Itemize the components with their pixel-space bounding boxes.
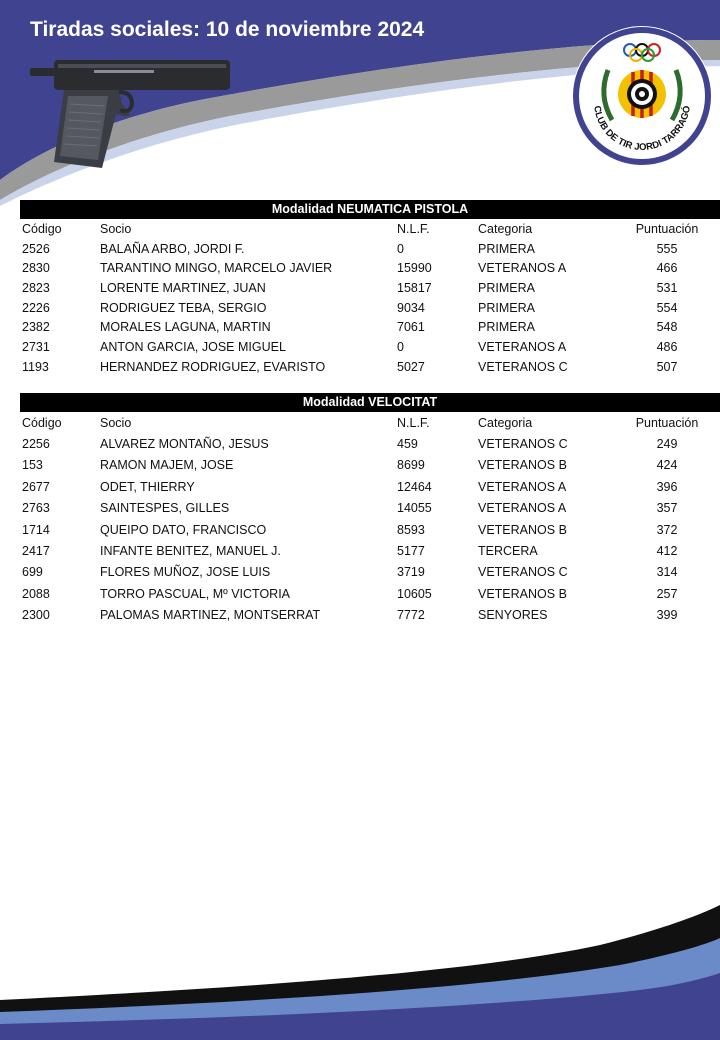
cell-score: 257 <box>656 586 678 601</box>
cell-member: FLORES MUÑOZ, JOSE LUIS <box>100 565 271 580</box>
cell-member: TORRO PASCUAL, Mº VICTORIA <box>100 586 291 601</box>
cell-category: PRIMERA <box>478 280 535 295</box>
results-table <box>20 219 720 377</box>
column-header-code: Código <box>22 415 62 430</box>
column-header-category: Categoria <box>478 221 533 236</box>
cell-nlf: 8593 <box>397 522 425 537</box>
cell-score: 396 <box>656 479 678 494</box>
club-logo-icon <box>570 24 714 168</box>
cell-member: BALAÑA ARBO, JORDI F. <box>100 241 245 256</box>
cell-nlf: 459 <box>397 437 418 452</box>
cell-code: 2300 <box>22 608 50 623</box>
cell-code: 2731 <box>22 339 50 354</box>
cell-score: 399 <box>656 608 678 623</box>
cell-category: SENYORES <box>478 608 548 623</box>
cell-nlf: 5177 <box>397 544 425 559</box>
cell-category: VETERANOS A <box>478 479 567 494</box>
table-row <box>20 278 720 298</box>
table-row <box>20 298 720 318</box>
cell-score: 466 <box>656 261 678 276</box>
cell-nlf: 8699 <box>397 458 425 473</box>
cell-category: VETERANOS C <box>478 359 568 374</box>
cell-code: 2256 <box>22 437 50 452</box>
cell-member: HERNANDEZ RODRIGUEZ, EVARISTO <box>100 359 326 374</box>
column-header-code: Código <box>22 221 62 236</box>
pistol-icon <box>24 56 234 176</box>
cell-score: 507 <box>656 359 678 374</box>
cell-member: QUEIPO DATO, FRANCISCO <box>100 522 267 537</box>
cell-member: ALVAREZ MONTAÑO, JESUS <box>100 437 269 452</box>
cell-category: VETERANOS B <box>478 522 567 537</box>
cell-nlf: 7061 <box>397 320 425 335</box>
cell-category: VETERANOS A <box>478 501 567 516</box>
cell-score: 424 <box>656 458 678 473</box>
cell-nlf: 7772 <box>397 608 425 623</box>
cell-member: RODRIGUEZ TEBA, SERGIO <box>100 300 267 315</box>
cell-nlf: 0 <box>397 339 404 354</box>
table-header <box>20 412 720 433</box>
results-table <box>20 412 720 626</box>
table-row <box>20 433 720 454</box>
column-header-member: Socio <box>100 221 132 236</box>
section-title: Modalidad NEUMATICA PISTOLA <box>20 200 720 219</box>
cell-category: VETERANOS C <box>478 437 568 452</box>
table-body <box>20 433 720 626</box>
table-row <box>20 337 720 357</box>
cell-nlf: 15817 <box>397 280 432 295</box>
cell-code: 2677 <box>22 479 50 494</box>
cell-member: TARANTINO MINGO, MARCELO JAVIER <box>100 261 333 276</box>
cell-code: 2088 <box>22 586 50 601</box>
table-row <box>20 498 720 519</box>
table-body <box>20 239 720 377</box>
cell-nlf: 15990 <box>397 261 432 276</box>
table-header <box>20 219 720 239</box>
cell-member: SAINTESPES, GILLES <box>100 501 230 516</box>
column-header-score: Puntuación <box>635 415 699 430</box>
column-header-nlf: N.L.F. <box>397 415 430 430</box>
cell-nlf: 12464 <box>397 479 432 494</box>
cell-score: 554 <box>656 300 678 315</box>
cell-member: INFANTE BENITEZ, MANUEL J. <box>100 544 281 559</box>
cell-score: 249 <box>656 437 678 452</box>
cell-nlf: 14055 <box>397 501 432 516</box>
cell-code: 2226 <box>22 300 50 315</box>
cell-member: RAMON MAJEM, JOSE <box>100 458 234 473</box>
column-header-nlf: N.L.F. <box>397 221 430 236</box>
cell-category: VETERANOS A <box>478 261 567 276</box>
cell-code: 2823 <box>22 280 50 295</box>
column-header-member: Socio <box>100 415 132 430</box>
cell-category: VETERANOS B <box>478 586 567 601</box>
cell-code: 699 <box>22 565 43 580</box>
cell-code: 153 <box>22 458 43 473</box>
table-row <box>20 519 720 540</box>
cell-nlf: 3719 <box>397 565 425 580</box>
table-row <box>20 540 720 561</box>
cell-member: LORENTE MARTINEZ, JUAN <box>100 280 266 295</box>
cell-score: 531 <box>656 280 678 295</box>
column-header-category: Categoria <box>478 415 533 430</box>
cell-category: VETERANOS A <box>478 339 567 354</box>
cell-code: 2417 <box>22 544 50 559</box>
cell-nlf: 0 <box>397 241 404 256</box>
cell-code: 1193 <box>22 359 49 374</box>
cell-code: 2526 <box>22 241 50 256</box>
section-neumatica-pistola <box>20 200 720 377</box>
cell-member: ODET, THIERRY <box>100 479 195 494</box>
table-row <box>20 455 720 476</box>
table-row <box>20 583 720 604</box>
cell-member: ANTON GARCIA, JOSE MIGUEL <box>100 339 286 354</box>
column-header-score: Puntuación <box>635 221 699 236</box>
table-row <box>20 258 720 278</box>
page-title: Tiradas sociales: 10 de noviembre 2024 <box>30 18 425 41</box>
cell-nlf: 5027 <box>397 359 425 374</box>
cell-score: 314 <box>656 565 678 580</box>
cell-category: VETERANOS B <box>478 458 567 473</box>
cell-category: PRIMERA <box>478 320 535 335</box>
cell-code: 2830 <box>22 261 50 276</box>
cell-code: 1714 <box>22 522 50 537</box>
cell-score: 357 <box>656 501 678 516</box>
cell-code: 2763 <box>22 501 50 516</box>
section-velocitat <box>20 393 720 626</box>
club-logo-text: CLUB DE TIR JORDI TARRAGÓ <box>591 104 693 154</box>
cell-score: 548 <box>656 320 678 335</box>
cell-code: 2382 <box>22 320 50 335</box>
table-row <box>20 562 720 583</box>
cell-nlf: 9034 <box>397 300 425 315</box>
table-row <box>20 476 720 497</box>
table-row <box>20 605 720 626</box>
cell-category: TERCERA <box>478 544 538 559</box>
table-row <box>20 357 720 377</box>
table-row <box>20 317 720 337</box>
cell-category: PRIMERA <box>478 300 535 315</box>
cell-member: PALOMAS MARTINEZ, MONTSERRAT <box>100 608 321 623</box>
section-title: Modalidad VELOCITAT <box>20 393 720 412</box>
cell-category: PRIMERA <box>478 241 535 256</box>
table-row <box>20 239 720 259</box>
cell-score: 486 <box>656 339 678 354</box>
cell-score: 372 <box>656 522 678 537</box>
cell-score: 555 <box>656 241 678 256</box>
cell-score: 412 <box>656 544 678 559</box>
cell-category: VETERANOS C <box>478 565 568 580</box>
cell-member: MORALES LAGUNA, MARTIN <box>100 320 271 335</box>
cell-nlf: 10605 <box>397 586 432 601</box>
